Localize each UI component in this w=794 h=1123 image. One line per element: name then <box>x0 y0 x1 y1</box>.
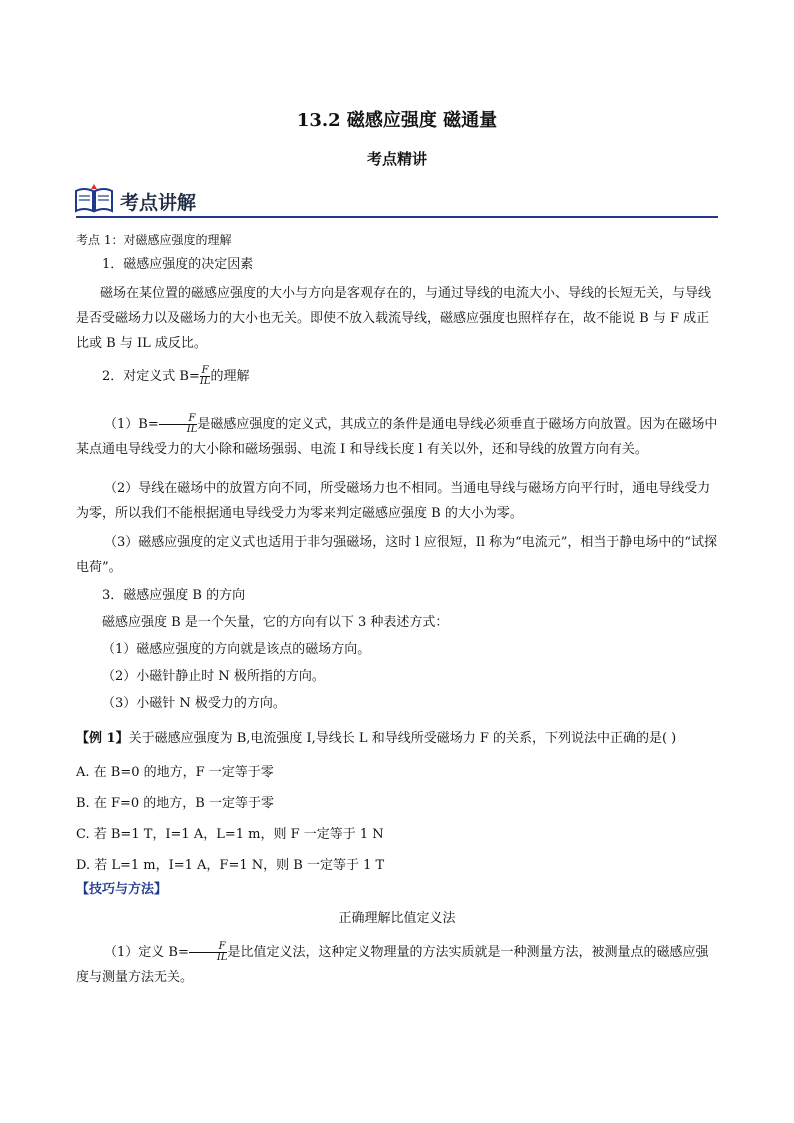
section-2-heading-post: 的理解 <box>210 369 250 384</box>
section-3-item: （2）小磁针静止时 N 极所指的方向。 <box>102 669 325 684</box>
kaodian-heading: 考点 1：对磁感应强度的理解 <box>76 233 232 247</box>
option-a: A. 在 B=0 的地方，F 一定等于零 <box>76 765 274 780</box>
option-c: C. 若 B=1 T，I=1 A，L=1 m，则 F 一定等于 1 N <box>76 827 384 842</box>
section-banner: 考点讲解 <box>120 192 197 214</box>
example-label: 【例 1】 <box>76 731 129 746</box>
section-2-point-2: （2）导线在磁场中的放置方向不同，所受磁场力也不相同。当通电导线与磁场方向平行时，通电导线受力为零，所以我们不能根据通电导线受力为零来判定磁感应强度 B 的大小为零。 <box>76 481 711 521</box>
page-subtitle: 考点精讲 <box>366 150 427 168</box>
banner-divider <box>76 216 718 218</box>
section-1-paragraph: 磁场在某位置的磁感应强度的大小与方向是客观存在的，与通过导线的电流大小、导线的长短无关，与导线是否受磁场力以及磁场力的大小也无关。即使不放入载流导线，磁感应强度也照样存在，故不能说 B 与 F 成正比或 B 与 IL 成反比。 <box>76 286 712 351</box>
option-b: B. 在 F=0 的地方，B 一定等于零 <box>76 796 274 811</box>
section-3-item: （1）磁感应强度的方向就是该点的磁场方向。 <box>102 642 371 657</box>
section-3-intro: 磁感应强度 B 是一个矢量，它的方向有以下 3 种表述方式： <box>102 615 449 630</box>
skill-method-label: 【技巧与方法】 <box>76 882 168 897</box>
section-3-item: （3）小磁针 N 极受力的方向。 <box>102 696 286 711</box>
page-title: 13.2 磁感应强度 磁通量 <box>296 110 498 131</box>
option-d: D. 若 L=1 m，I=1 A，F=1 N，则 B 一定等于 1 T <box>76 858 385 873</box>
fraction-f-over-il: $\frac{F}{IL}$ <box>199 365 211 387</box>
section-2-point-3: （3）磁感应强度的定义式也适用于非匀强磁场，这时 l 应很短，Il 称为“电流元”，相当于静电场中的“试探电荷”。 <box>76 535 718 575</box>
section-2-heading <box>102 366 249 387</box>
open-book-icon <box>74 183 114 213</box>
fraction-f-over-il: $\frac{F}{IL}$ <box>159 414 198 435</box>
section-2-point-1: （1）B= $\frac{F}{IL}$ 是磁感应强度的定义式，其成立的条件是通电导线必须垂直于磁场方向放置。因为在磁场中某点通电导线受力的大小除和磁场强弱、电流 I 和导线长度 l 有关以外，还和导线的放置方向有关。 <box>76 413 718 457</box>
section-2-heading-pre: 2．对定义式 B= <box>102 369 200 384</box>
section-3-heading: 3．磁感应强度 B 的方向 <box>102 588 246 603</box>
section-1-heading: 1．磁感应强度的决定因素 <box>102 257 254 272</box>
example-question <box>76 729 676 749</box>
skill-paragraph: （1）定义 B= $\frac{F}{IL}$ 是比值定义法，这种定义物理量的方法实质就是一种测量方法，被测量点的磁感应强度与测量方法无关。 <box>76 941 709 985</box>
fraction-f-over-il: $\frac{F}{IL}$ <box>189 942 228 963</box>
skill-center-title: 正确理解比值定义法 <box>338 911 456 926</box>
example-question-text: 关于磁感应强度为 B,电流强度 I,导线长 L 和导线所受磁场力 F 的关系，下列说法中正确的是( ) <box>128 731 677 746</box>
